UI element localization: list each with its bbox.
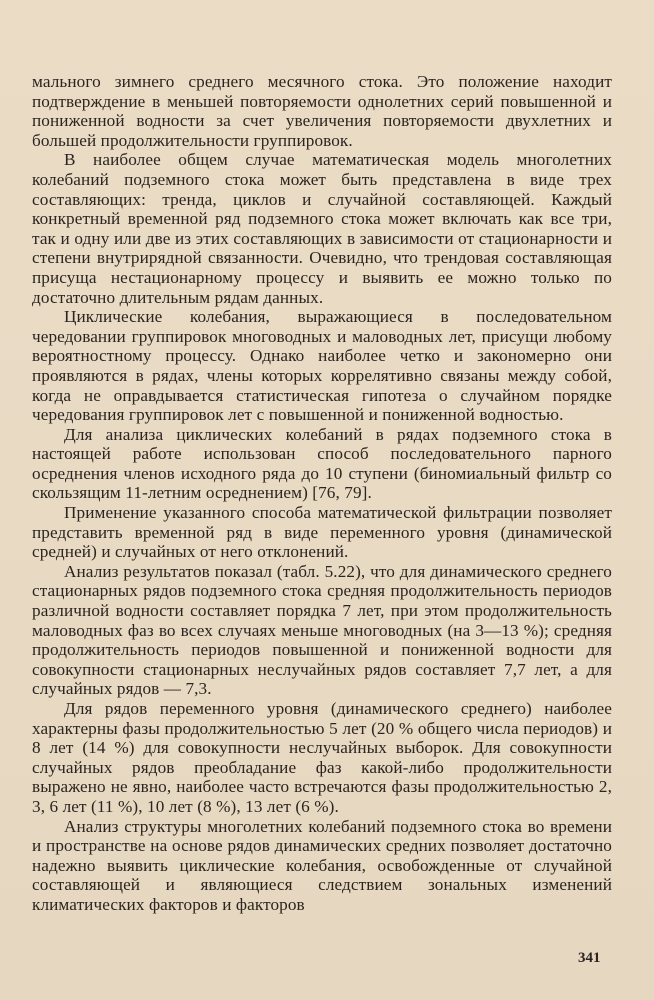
body-text — [32, 72, 612, 915]
paragraph-cyclic-fluctuations: Циклические колебания, выражающиеся в последовательном чередовании группировок многоводных и маловодных лет, присущи любому вероятностному процессу. Однако наиболее четко и закономерно они проявляются в рядах, члены которых коррелятивно связаны между собой, когда не оправдывается статистическая гипотеза о случайном порядке чередования группировок лет с повышенной и пониженной водностью. — [32, 307, 612, 425]
paragraph-math-model: В наиболее общем случае математическая модель многолетних колебаний подземного стока может быть представлена в виде трех составляющих: тренда, циклов и случайной составляющей. Каждый конкретный временной ряд подземного стока может включать как все три, так и одну или две из этих составляющих в зависимости от стационарности и степени внутрирядной связанности. Очевидно, что трендовая составляющая присуща нестационарному процессу и выявить ее можно только по достаточно длительным рядам данных. — [32, 150, 612, 307]
page-number: 341 — [578, 950, 601, 966]
paragraph-results: Анализ результатов показал (табл. 5.22), что для динамического среднего стационарных рядов подземного стока средняя продолжительность периодов различной водности составляет порядка 7 лет, при этом продолжительность маловодных фаз во всех случаях меньше многоводных (на 3—13 %); средняя продолжительность периодов повышенной и пониженной водности для совокупности стационарных неслучайных рядов составляет 7,7 лет, а для случайных рядов — 7,3. — [32, 561, 612, 699]
paragraph-continuation: мального зимнего среднего месячного стока. Это положение находит подтверждение в меньшей повторяемости однолетних серий повышенной и пониженной водности за счет увеличения повторяемости двухлетних и большей продолжительности группировок. — [32, 72, 612, 150]
paragraph-structure-analysis: Анализ структуры многолетних колебаний подземного стока во времени и пространстве на основе рядов динамических средних позволяет достаточно надежно выявить циклические колебания, освобожденные от случайной составляющей и являющиеся следствием зональных изменений климатических факторов и факторов — [32, 816, 612, 914]
paragraph-analysis-method: Для анализа циклических колебаний в рядах подземного стока в настоящей работе использован способ последовательного парного осреднения членов исходного ряда до 10 ступени (биномиальный фильтр со скользящим 11-летним осреднением) [76, 79]. — [32, 424, 612, 503]
paragraph-variable-level: Для рядов переменного уровня (динамического среднего) наиболее характерны фазы продолжительностью 5 лет (20 % общего числа периодов) и 8 лет (14 %) для совокупности неслучайных выборок. Для совокупности случайных рядов преобладание фаз какой-либо продолжительности выражено не явно, наиболее часто встречаются фазы продолжительностью 2, 3, 6 лет (11 %), 10 лет (8 %), 13 лет (6 %). — [32, 699, 612, 816]
paragraph-filtering: Применение указанного способа математической фильтрации позволяет представить временной ряд в виде переменного уровня (динамической средней) и случайных от него отклонений. — [32, 503, 612, 562]
